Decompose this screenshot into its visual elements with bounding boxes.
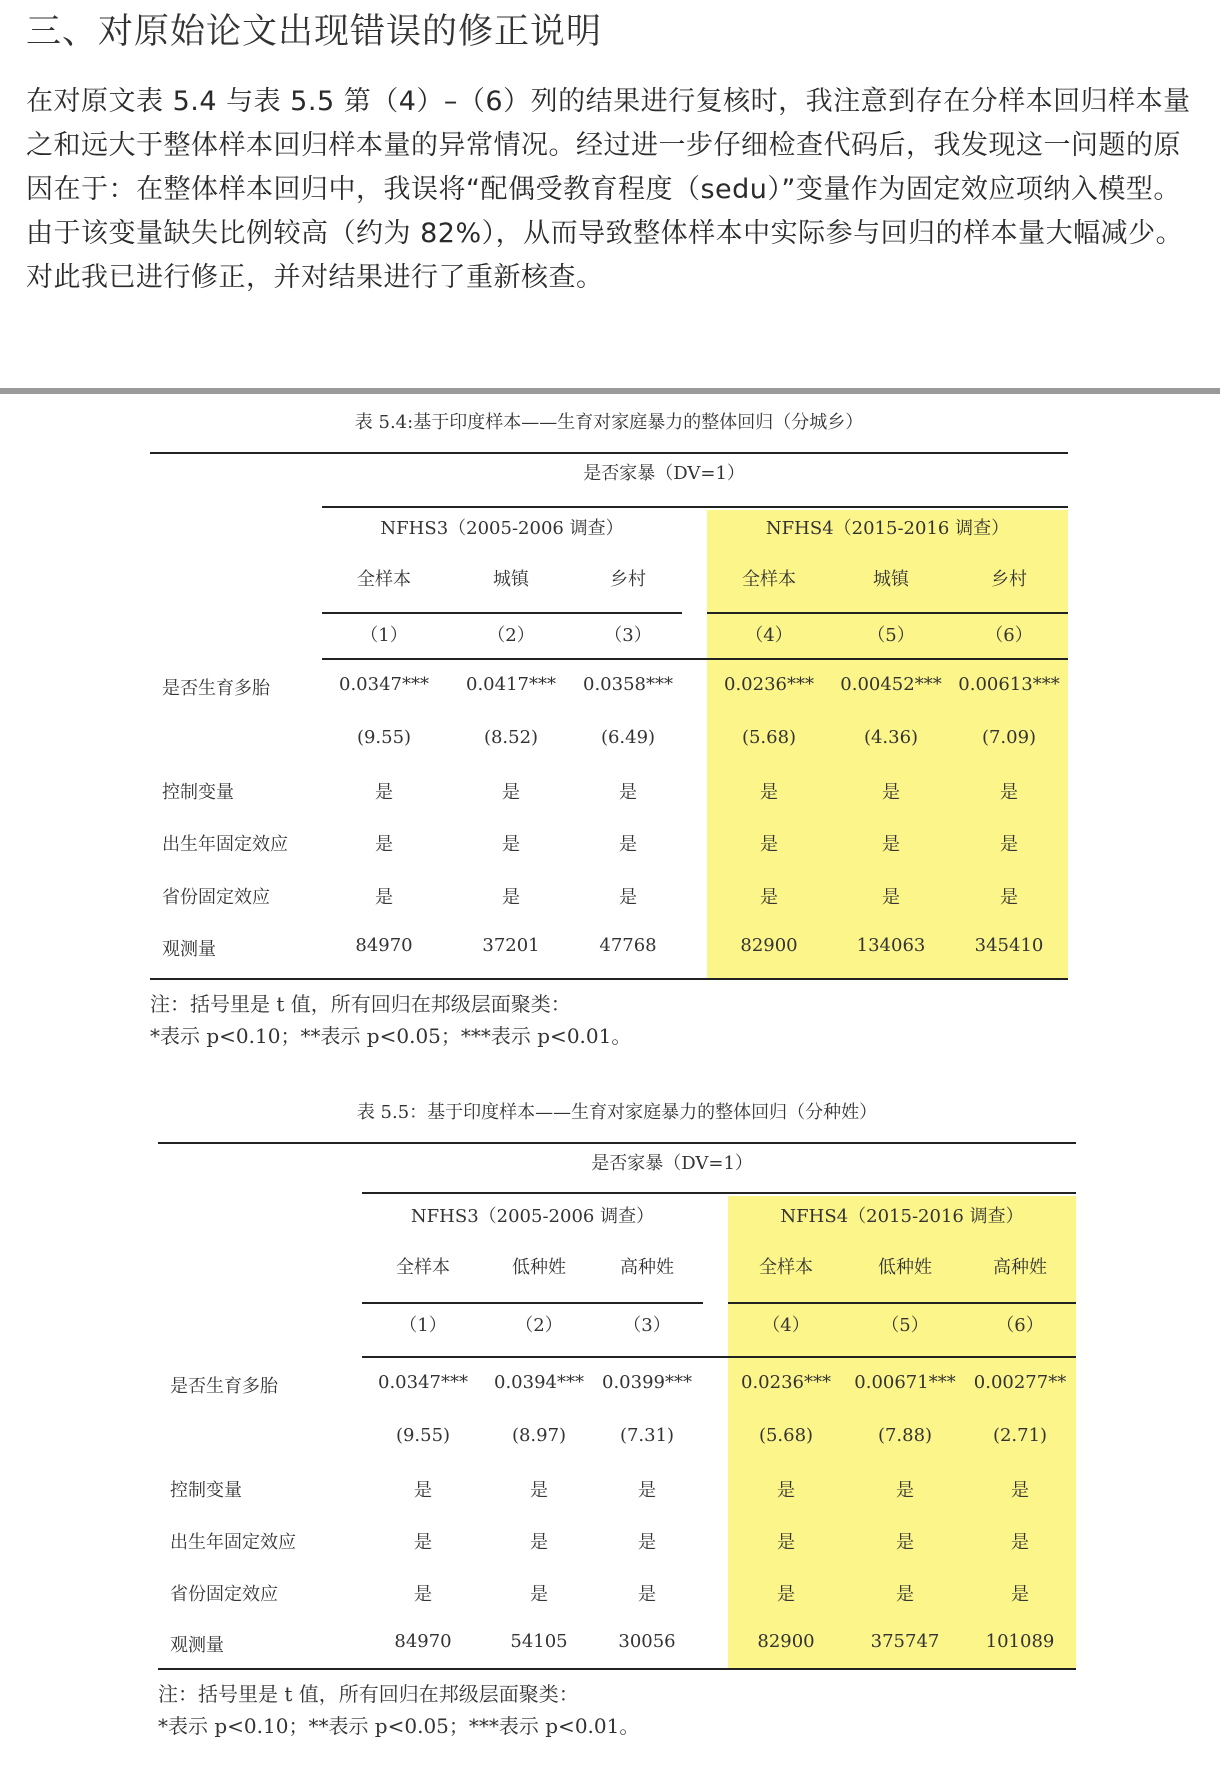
section-heading: 三、对原始论文出现错误的修正说明 — [26, 12, 603, 52]
table-cell: 是 — [638, 1584, 656, 1605]
column-number: （4） — [762, 1315, 810, 1336]
table-cell: 是 — [375, 834, 393, 855]
table-cell: 134063 — [856, 935, 926, 956]
t-value-cell: (7.88) — [877, 1425, 933, 1446]
table-cell: 是 — [882, 834, 900, 855]
table-cell: 是 — [638, 1532, 656, 1553]
column-number: （3） — [604, 625, 652, 646]
table-cell: 是 — [530, 1584, 548, 1605]
table-cell: 82900 — [757, 1631, 815, 1652]
table-cell: 是 — [1000, 834, 1018, 855]
table-cell: 是 — [638, 1480, 656, 1501]
nfhs3-underline — [322, 612, 682, 614]
table-cell: 0.0358*** — [583, 674, 673, 695]
table-caption: 表 5.4:基于印度样本——生育对家庭暴力的整体回归（分城乡） — [354, 412, 864, 433]
top-rule — [150, 452, 1068, 454]
t-value-cell: (7.09) — [981, 727, 1037, 748]
column-number: （5） — [867, 625, 915, 646]
top-rule — [158, 1142, 1076, 1144]
table-cell: 是 — [502, 834, 520, 855]
regression-table-5-5 — [158, 1090, 1076, 1750]
column-number: （1） — [399, 1315, 447, 1336]
table-note: *表示 p<0.10；**表示 p<0.05；***表示 p<0.01。 — [158, 1714, 640, 1738]
group-header-nfhs4: NFHS4（2015-2016 调查） — [780, 1206, 1024, 1227]
table-caption: 表 5.5：基于印度样本——生育对家庭暴力的整体回归（分种姓） — [356, 1102, 878, 1123]
column-number-rule — [362, 1356, 1076, 1358]
column-number: （4） — [745, 625, 793, 646]
row-label: 省份固定效应 — [162, 887, 270, 908]
dependent-variable-label: 是否家暴（DV=1） — [591, 1153, 753, 1174]
table-cell: 82900 — [740, 935, 798, 956]
table-cell: 0.00671*** — [854, 1372, 956, 1393]
table-cell: 是 — [896, 1584, 914, 1605]
column-header: 高种姓 — [993, 1257, 1047, 1278]
table-cell: 是 — [1000, 887, 1018, 908]
table-cell: 是 — [375, 782, 393, 803]
table-cell: 是 — [619, 834, 637, 855]
t-value-cell: (9.55) — [395, 1425, 451, 1446]
nfhs3-underline — [362, 1302, 703, 1304]
table-cell: 是 — [502, 782, 520, 803]
table-cell: 是 — [1011, 1584, 1029, 1605]
table-cell: 是 — [896, 1532, 914, 1553]
table-cell: 84970 — [355, 935, 413, 956]
column-number: （5） — [881, 1315, 929, 1336]
table-cell: 是 — [760, 782, 778, 803]
table-cell: 是 — [375, 887, 393, 908]
table-cell: 0.0236*** — [724, 674, 814, 695]
dv-rule — [362, 1192, 1076, 1194]
table-cell: 0.00613*** — [958, 674, 1060, 695]
t-value-cell: (2.71) — [992, 1425, 1048, 1446]
table-note: *表示 p<0.10；**表示 p<0.05；***表示 p<0.01。 — [150, 1024, 632, 1048]
row-label: 省份固定效应 — [170, 1584, 278, 1605]
table-cell: 是 — [619, 887, 637, 908]
table-cell: 0.0417*** — [466, 674, 556, 695]
table-cell: 是 — [760, 834, 778, 855]
column-header: 低种姓 — [878, 1257, 932, 1278]
table-cell: 0.00277** — [973, 1372, 1067, 1393]
row-label: 是否生育多胎 — [170, 1376, 278, 1397]
table-cell: 0.0347*** — [378, 1372, 468, 1393]
t-value-cell: (8.97) — [511, 1425, 567, 1446]
column-header: 全样本 — [759, 1257, 813, 1278]
table-cell: 是 — [882, 887, 900, 908]
table-cell: 0.0236*** — [741, 1372, 831, 1393]
row-label: 控制变量 — [170, 1480, 242, 1501]
column-number-rule — [322, 658, 1068, 660]
bottom-rule — [158, 1668, 1076, 1670]
row-label: 观测量 — [162, 939, 216, 960]
table-cell: 37201 — [482, 935, 540, 956]
page-divider — [0, 388, 1220, 394]
t-value-cell: (5.68) — [741, 727, 797, 748]
group-header-nfhs3: NFHS3（2005-2006 调查） — [410, 1206, 655, 1227]
table-note: 注：括号里是 t 值，所有回归在邦级层面聚类： — [150, 992, 571, 1016]
table-cell: 是 — [414, 1480, 432, 1501]
nfhs4-underline — [728, 1302, 1076, 1304]
t-value-cell: (9.55) — [356, 727, 412, 748]
table-cell: 0.0347*** — [339, 674, 429, 695]
table-cell: 是 — [502, 887, 520, 908]
column-header: 全样本 — [742, 569, 796, 590]
table-cell: 30056 — [618, 1631, 676, 1652]
bottom-rule — [150, 978, 1068, 980]
column-header: 乡村 — [991, 569, 1027, 590]
column-header: 城镇 — [873, 569, 909, 590]
table-cell: 是 — [1011, 1480, 1029, 1501]
table-cell: 345410 — [974, 935, 1044, 956]
nfhs4-underline — [707, 612, 1068, 614]
column-header: 乡村 — [610, 569, 646, 590]
regression-table-5-4 — [150, 400, 1068, 1060]
column-header: 高种姓 — [620, 1257, 674, 1278]
row-label: 是否生育多胎 — [162, 678, 270, 699]
table-cell: 375747 — [870, 1631, 940, 1652]
column-number: （3） — [623, 1315, 671, 1336]
row-label: 出生年固定效应 — [170, 1532, 296, 1553]
dependent-variable-label: 是否家暴（DV=1） — [583, 463, 745, 484]
column-header: 低种姓 — [512, 1257, 566, 1278]
t-value-cell: (4.36) — [863, 727, 919, 748]
group-header-nfhs3: NFHS3（2005-2006 调查） — [380, 518, 624, 539]
table-cell: 0.00452*** — [840, 674, 942, 695]
intro-paragraph: 在对原文表 5.4 与表 5.5 第（4）–（6）列的结果进行复核时，我注意到存在分样本回归样本量之和远大于整体样本回归样本量的异常情况。经过进一步仔细检查代码后，我发现这一问题的原因在于：在整体样本回归中，我误将“配偶受教育程度（sedu）”变量作为固定效应项纳入模型。由于该变量缺失比例较高（约为 82%），从而导致整体样本中实际参与回归的样本量大幅减少。对此我已进行修正，并对结果进行了重新核查。 — [26, 86, 1191, 293]
table-cell: 54105 — [510, 1631, 568, 1652]
column-header: 全样本 — [396, 1257, 450, 1278]
column-number: （2） — [487, 625, 535, 646]
table-cell: 0.0394*** — [494, 1372, 584, 1393]
table-cell: 是 — [1011, 1532, 1029, 1553]
table-cell: 是 — [882, 782, 900, 803]
t-value-cell: (5.68) — [758, 1425, 814, 1446]
table-cell: 是 — [760, 887, 778, 908]
column-number: （6） — [996, 1315, 1044, 1336]
table-cell: 84970 — [394, 1631, 452, 1652]
table-cell: 是 — [530, 1480, 548, 1501]
dv-rule — [322, 506, 1068, 508]
table-cell: 是 — [619, 782, 637, 803]
table-cell: 0.0399*** — [602, 1372, 692, 1393]
table-cell: 47768 — [599, 935, 657, 956]
table-cell: 是 — [777, 1584, 795, 1605]
table-cell: 101089 — [985, 1631, 1055, 1652]
column-number: （1） — [360, 625, 408, 646]
t-value-cell: (8.52) — [483, 727, 539, 748]
table-cell: 是 — [414, 1584, 432, 1605]
group-header-nfhs4: NFHS4（2015-2016 调查） — [765, 518, 1010, 539]
table-cell: 是 — [896, 1480, 914, 1501]
table-cell: 是 — [1000, 782, 1018, 803]
t-value-cell: (7.31) — [619, 1425, 675, 1446]
table-cell: 是 — [530, 1532, 548, 1553]
row-label: 观测量 — [170, 1635, 224, 1656]
table-note: 注：括号里是 t 值，所有回归在邦级层面聚类： — [158, 1682, 579, 1706]
column-number: （2） — [515, 1315, 563, 1336]
table-cell: 是 — [777, 1532, 795, 1553]
row-label: 控制变量 — [162, 782, 234, 803]
column-number: （6） — [985, 625, 1033, 646]
t-value-cell: (6.49) — [600, 727, 656, 748]
table-cell: 是 — [414, 1532, 432, 1553]
table-cell: 是 — [777, 1480, 795, 1501]
column-header: 全样本 — [357, 569, 411, 590]
column-header: 城镇 — [493, 569, 529, 590]
row-label: 出生年固定效应 — [162, 834, 288, 855]
